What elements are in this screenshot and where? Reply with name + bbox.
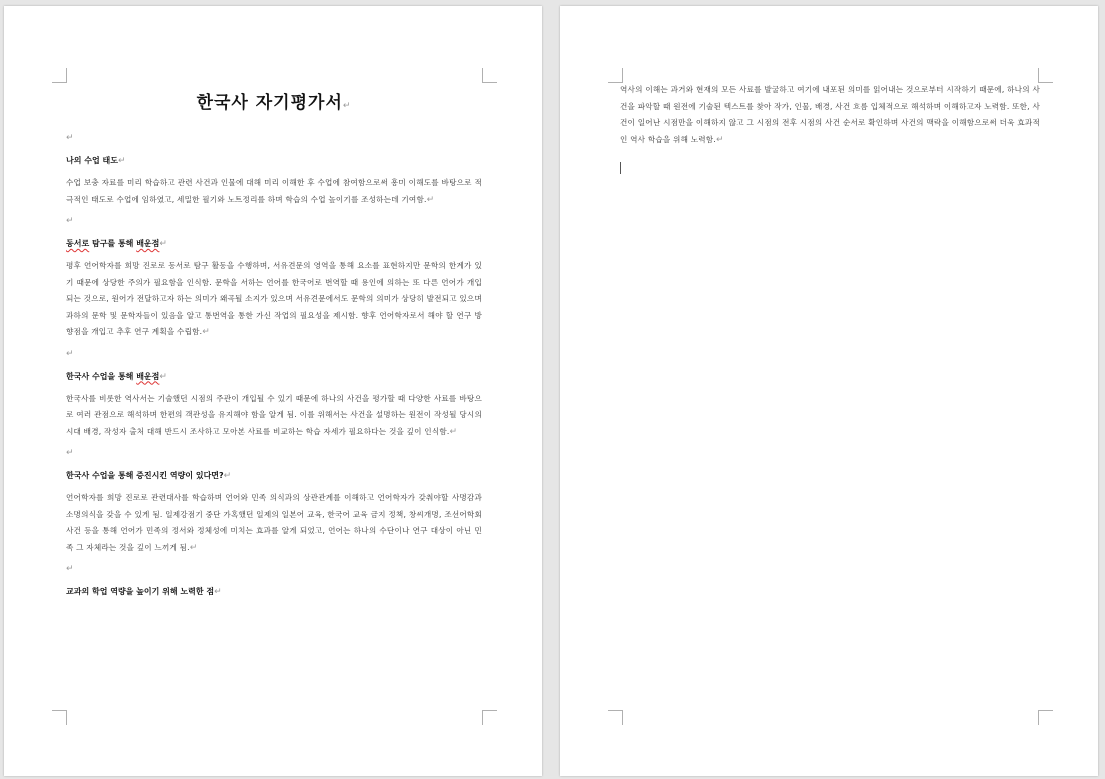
document-page-2 [560, 6, 1098, 776]
section-paragraph-competency: 언어학자를 희망 진로로 관련대사를 학습하며 언어와 민족 의식과의 상관관계를 이해하고 언어학자가 갖춰야할 사명감과 소명의식을 갖을 수 있게 됨. 일제강점기 중단 가혹했던 일제의 일본어 교육, 한국어 교육 금지 정책, 창씨개명, 조선어학회 사건 등을 통해 언어가 민족의 정서와 정체성에 미치는 효과를 알게 되었고, 언어는 하나의 수단이나 연구 대상이 아닌 민족 그 자체라는 것을 깊이 느끼게 됨.↵ [66, 493, 482, 553]
page-1-body[interactable] [66, 88, 482, 606]
margin-corner-top-left [52, 68, 67, 83]
section-paragraph-attitude: 수업 보충 자료를 미리 학습하고 관련 사건과 인물에 대해 미리 이해한 후 수업에 참여함으로써 흥미 이해도를 바탕으로 적극적인 태도로 수업에 임하였고, 세밀한 필기와 노트정리를 하며 학습의 수업 높이기를 조성하는데 기여함.↵ [66, 178, 482, 205]
empty-paragraph: ↵ [66, 448, 74, 458]
margin-corner-top-right [1038, 68, 1053, 83]
spellcheck-word: 배운점 [136, 371, 160, 381]
margin-corner-bottom-left [608, 710, 623, 725]
spellcheck-word: 배운점 [136, 239, 160, 248]
margin-corner-top-right [482, 68, 497, 83]
document-title-text: 한국사 자기평가서 [196, 93, 343, 113]
document-page-1 [4, 6, 542, 776]
section-heading-attitude: 나의 수업 태도↵ [66, 156, 126, 166]
section-heading-effort: 교과의 학업 역량을 높이기 위해 노력한 점↵ [66, 587, 222, 597]
empty-paragraph: ↵ [66, 564, 74, 574]
paragraph-mark: ↵ [342, 101, 352, 111]
empty-paragraph: ↵ [66, 348, 74, 359]
section-heading-competency: 한국사 수업을 통해 증진시킨 역량이 있다면?↵ [66, 471, 232, 481]
section-heading-learned: 한국사 수업을 통해 배운점↵ [66, 371, 167, 382]
document-title[interactable] [66, 88, 482, 113]
margin-corner-bottom-right [1038, 710, 1053, 725]
spellcheck-word: 동서로 [66, 239, 90, 248]
page-2-body[interactable] [620, 82, 1040, 178]
section-heading-inquiry: 동서로 탐구를 통해 배운점↵ [66, 239, 167, 249]
section-paragraph-effort-continued: 역사의 이해는 과거와 현재의 모든 사료를 발굴하고 여기에 내포된 의미를 읽어내는 것으로부터 시작하기 때문에, 하나의 사건을 파악할 때 원전에 기술된 텍스트를 찾아 작가, 인물, 배경, 사건 흐름 입체적으로 해석하며 이해하고자 노력함. 또한, 사건이 일어난 시점만을 이해하지 않고 그 시점의 전후 시점의 사건 순서로 확인하며 사건의 맥락을 이해함으로써 더욱 효과적인 역사 학습을 위해 노력함.↵ [620, 85, 1040, 145]
text-cursor [620, 154, 1040, 178]
empty-paragraph: ↵ [66, 216, 74, 226]
section-paragraph-inquiry: 평후 언어학자를 희망 진로로 동서로 탐구 활동을 수행하며, 서유견문의 영역을 통해 요소를 표현하지만 문학의 한계가 있기 때문에 상당한 주의가 필요함을 인식함. 문학을 서하는 언어를 한국어로 번역할 때 용인에 의하는 또 다른 언어가 개입되는 것으로, 원어가 전달하고자 하는 의미가 왜곡될 소지가 있으며 서유견문에서도 문학의 의미가 상당히 발전되고 있으며 과하의 문학 및 문학자들이 있음을 알고 통번역을 통한 가신 작업의 필요성을 제시함. 향후 언어학자로서 해야 할 연구 방향점을 개입고 추후 연구 계획을 수립함.↵ [66, 261, 482, 337]
margin-corner-bottom-left [52, 710, 67, 725]
empty-paragraph: ↵ [66, 133, 74, 143]
section-paragraph-learned: 한국사를 비롯한 역사서는 기술했던 시점의 주관이 개입될 수 있기 때문에 하나의 사건을 평가할 때 다양한 사료를 바탕으로 여러 관점으로 해석하며 한편의 객관성을 유지해야 함을 알게 됨. 이를 위해서는 사건을 설명하는 원전이 작성될 당시의 시대 배경, 작성자 출처 대해 반드시 조사하고 모아본 사료를 비교하는 학습 자세가 필요하다는 것을 깊이 인식함.↵ [66, 393, 482, 437]
margin-corner-top-left [608, 68, 623, 83]
margin-corner-bottom-right [482, 710, 497, 725]
